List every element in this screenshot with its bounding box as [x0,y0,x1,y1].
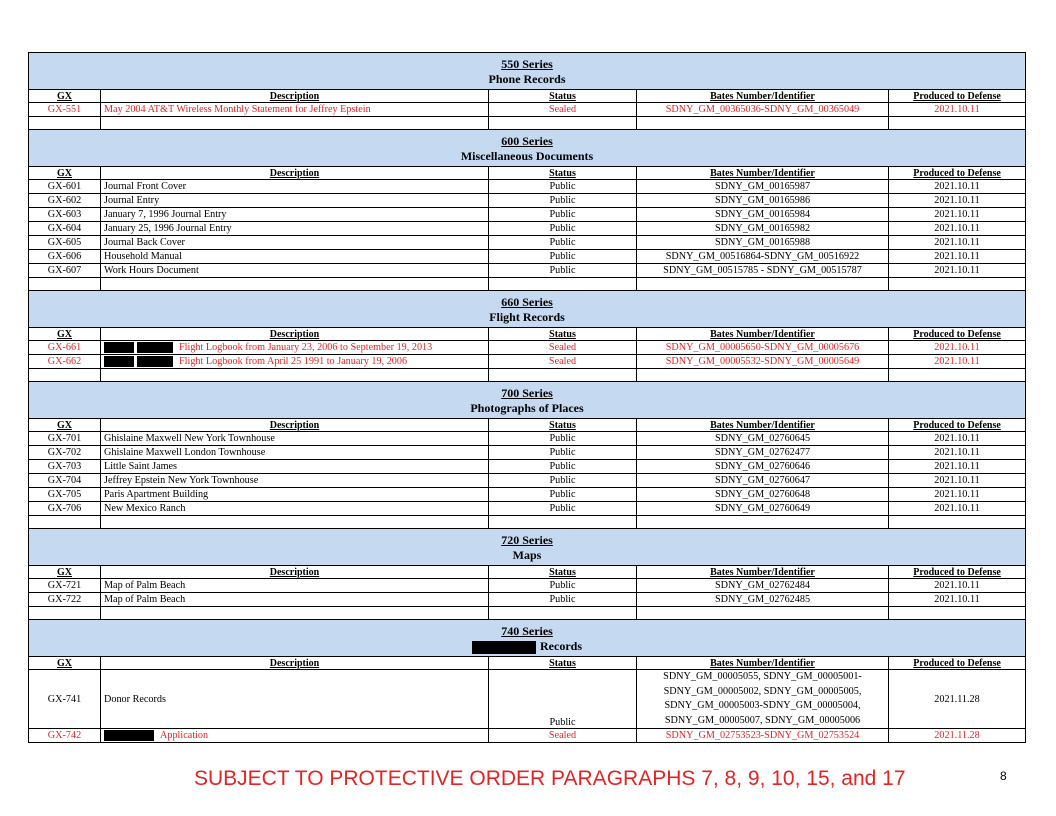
exhibit-status: Public [489,432,637,446]
exhibit-number: GX-741 [29,670,101,729]
exhibit-status: Public [489,222,637,236]
description-text: Jeffrey Epstein New York Townhouse [104,475,259,486]
bates-number: SDNY_GM_00165982 [637,222,889,236]
status-header: Status [489,328,637,341]
description-header: Description [101,419,489,432]
exhibit-row [29,250,1026,264]
empty-cell [489,278,637,291]
gx-header: GX [29,419,101,432]
empty-cell [29,117,101,130]
exhibit-number: GX-742 [29,729,101,743]
exhibit-row [29,446,1026,460]
empty-cell [29,278,101,291]
series-name [29,639,1025,654]
exhibit-number: GX-706 [29,502,101,516]
column-header-row [29,657,1026,670]
series-header [29,53,1026,90]
bates-number: SDNY_GM_00165988 [637,236,889,250]
exhibit-description [101,729,489,743]
description-text: May 2004 AT&T Wireless Monthly Statement for Jeffrey Epstein [104,104,371,115]
bates-number: SDNY_GM_00516864-SDNY_GM_00516922 [637,250,889,264]
series-name [29,401,1025,416]
empty-cell [889,278,1026,291]
bates-number: SDNY_GM_02762485 [637,593,889,607]
produced-date: 2021.10.11 [889,502,1026,516]
description-header: Description [101,566,489,579]
empty-cell [889,516,1026,529]
bates-header: Bates Number/Identifier [637,328,889,341]
series-title-cell [29,291,1026,328]
exhibit-row [29,208,1026,222]
exhibit-description [101,103,489,117]
bates-header: Bates Number/Identifier [637,566,889,579]
empty-cell [637,607,889,620]
series-name-text: Maps [512,548,542,562]
description-text: Flight Logbook from January 23, 2006 to September 19, 2013 [179,341,433,353]
produced-date: 2021.10.11 [889,355,1026,369]
bates-line: SDNY_GM_00005003-SDNY_GM_00005004, [664,700,861,711]
series-title-cell [29,620,1026,657]
exhibit-number: GX-604 [29,222,101,236]
exhibit-status: Public [489,488,637,502]
description-text: Little Saint James [104,461,177,472]
page-number: 8 [1000,769,1007,783]
exhibit-number: GX-703 [29,460,101,474]
produced-date: 2021.10.11 [889,180,1026,194]
column-header-row [29,566,1026,579]
exhibit-status: Public [489,502,637,516]
exhibit-description [101,250,489,264]
exhibit-description [101,222,489,236]
bates-header: Bates Number/Identifier [637,90,889,103]
bates-number: SDNY_GM_02760649 [637,502,889,516]
series-header [29,291,1026,328]
exhibit-description [101,355,489,369]
status-header: Status [489,167,637,180]
empty-cell [101,516,489,529]
exhibit-number: GX-701 [29,432,101,446]
bates-header: Bates Number/Identifier [637,657,889,670]
exhibit-number: GX-551 [29,103,101,117]
status-header: Status [489,419,637,432]
spacer-row [29,117,1026,130]
exhibit-row [29,488,1026,502]
exhibit-status: Public [489,180,637,194]
exhibit-number: GX-662 [29,355,101,369]
exhibit-row [29,355,1026,369]
exhibit-description [101,579,489,593]
series-number: 700 Series [501,386,553,400]
bates-number: SDNY_GM_02760646 [637,460,889,474]
exhibit-number: GX-601 [29,180,101,194]
exhibit-status: Sealed [489,103,637,117]
exhibit-description [101,474,489,488]
produced-header: Produced to Defense [889,566,1026,579]
series-header [29,130,1026,167]
exhibit-list [28,52,1025,743]
produced-date: 2021.11.28 [889,729,1026,743]
produced-date: 2021.10.11 [889,208,1026,222]
exhibit-description [101,208,489,222]
exhibit-status: Public [489,474,637,488]
produced-date: 2021.10.11 [889,593,1026,607]
bates-number: SDNY_GM_02760645 [637,432,889,446]
bates-number: SDNY_GM_00165986 [637,194,889,208]
series-header [29,529,1026,566]
exhibit-status: Sealed [489,355,637,369]
exhibit-number: GX-722 [29,593,101,607]
exhibit-status: Public [489,236,637,250]
bates-header: Bates Number/Identifier [637,167,889,180]
bates-header: Bates Number/Identifier [637,419,889,432]
series-name-text: Photographs of Places [470,401,584,415]
series-name-text: Miscellaneous Documents [460,149,594,163]
series-title-cell [29,529,1026,566]
produced-date: 2021.10.11 [889,103,1026,117]
redaction-block [104,342,134,353]
description-text: January 7, 1996 Journal Entry [104,209,227,220]
produced-header: Produced to Defense [889,167,1026,180]
exhibit-description [101,670,489,729]
description-text: Household Manual [104,251,182,262]
description-header: Description [101,167,489,180]
status-header: Status [489,90,637,103]
exhibit-row [29,579,1026,593]
description-text: Application [160,729,209,741]
produced-date: 2021.10.11 [889,341,1026,355]
gx-header: GX [29,90,101,103]
bates-number: SDNY_GM_02762484 [637,579,889,593]
series-title-cell [29,130,1026,167]
spacer-row [29,516,1026,529]
bates-number: SDNY_GM_00005650-SDNY_GM_00005676 [637,341,889,355]
description-text: Ghislaine Maxwell New York Townhouse [104,433,275,444]
series-name [29,149,1025,164]
empty-cell [637,516,889,529]
exhibit-number: GX-721 [29,579,101,593]
empty-cell [489,369,637,382]
series-name-text: Phone Records [488,72,566,86]
description-header: Description [101,328,489,341]
exhibit-status: Sealed [489,729,637,743]
bates-number: SDNY_GM_02762477 [637,446,889,460]
exhibit-status: Public [489,194,637,208]
redaction-block [104,356,134,367]
empty-cell [29,516,101,529]
description-text: Flight Logbook from April 25 1991 to January 19, 2006 [179,355,408,367]
bates-number: SDNY_GM_00005532-SDNY_GM_00005649 [637,355,889,369]
produced-header: Produced to Defense [889,419,1026,432]
series-name [29,548,1025,563]
bates-number [637,670,889,729]
exhibit-number: GX-661 [29,341,101,355]
exhibit-row [29,341,1026,355]
exhibit-row [29,432,1026,446]
exhibit-number: GX-705 [29,488,101,502]
description-text: Map of Palm Beach [104,594,186,605]
bates-number: SDNY_GM_00365036-SDNY_GM_00365049 [637,103,889,117]
column-header-row [29,90,1026,103]
exhibit-row [29,729,1026,743]
empty-cell [489,607,637,620]
description-header: Description [101,657,489,670]
exhibit-status: Public [489,264,637,278]
exhibit-status: Public [489,208,637,222]
bates-number: SDNY_GM_02760647 [637,474,889,488]
exhibit-description [101,488,489,502]
exhibit-description [101,502,489,516]
produced-date: 2021.10.11 [889,460,1026,474]
produced-date: 2021.11.28 [889,670,1026,729]
exhibit-description [101,264,489,278]
column-header-row [29,167,1026,180]
description-text: Paris Apartment Building [104,489,209,500]
description-text: Work Hours Document [104,265,199,276]
empty-cell [637,117,889,130]
empty-cell [489,516,637,529]
series-header [29,382,1026,419]
gx-header: GX [29,657,101,670]
bates-number: SDNY_GM_02760648 [637,488,889,502]
bates-number: SDNY_GM_02753523-SDNY_GM_02753524 [637,729,889,743]
bates-line: SDNY_GM_00005002, SDNY_GM_00005005, [663,685,862,697]
redaction-block [137,342,173,353]
spacer-row [29,278,1026,291]
description-text: Ghislaine Maxwell London Townhouse [104,447,266,458]
description-text: Donor Records [104,693,166,705]
series-number: 720 Series [501,533,553,547]
produced-date: 2021.10.11 [889,264,1026,278]
description-text: Journal Back Cover [104,237,185,248]
column-header-row [29,328,1026,341]
bates-number: SDNY_GM_00165984 [637,208,889,222]
exhibit-description [101,432,489,446]
exhibit-row [29,180,1026,194]
series-name-text: Records [540,639,583,653]
description-text: January 25, 1996 Journal Entry [104,223,232,234]
exhibit-status: Sealed [489,341,637,355]
produced-header: Produced to Defense [889,657,1026,670]
spacer-row [29,369,1026,382]
exhibit-number: GX-607 [29,264,101,278]
redaction-block [137,356,173,367]
spacer-row [29,607,1026,620]
bates-line: SDNY_GM_00005007, SDNY_GM_00005006 [664,714,861,726]
exhibit-table [28,52,1026,743]
exhibit-row [29,474,1026,488]
series-name [29,72,1025,87]
gx-header: GX [29,328,101,341]
status-header: Status [489,657,637,670]
series-title-cell [29,382,1026,419]
status-header: Status [489,566,637,579]
exhibit-description [101,446,489,460]
produced-header: Produced to Defense [889,328,1026,341]
produced-date: 2021.10.11 [889,488,1026,502]
redaction-block [472,641,536,654]
produced-date: 2021.10.11 [889,474,1026,488]
exhibit-row [29,236,1026,250]
exhibit-status: Public [489,460,637,474]
series-number: 600 Series [501,134,553,148]
bates-number: SDNY_GM_00515785 - SDNY_GM_00515787 [637,264,889,278]
exhibit-status: Public [489,250,637,264]
empty-cell [637,278,889,291]
description-text: Map of Palm Beach [104,580,186,591]
protective-order-notice: SUBJECT TO PROTECTIVE ORDER PARAGRAPHS 7, 8, 9, 10, 15, and 17 [194,767,906,790]
exhibit-row [29,460,1026,474]
produced-date: 2021.10.11 [889,446,1026,460]
exhibit-description [101,341,489,355]
bates-line: SDNY_GM_00005055, SDNY_GM_00005001- [663,671,862,682]
column-header-row [29,419,1026,432]
gx-header: GX [29,167,101,180]
exhibit-description [101,460,489,474]
exhibit-row [29,670,1026,729]
exhibit-row [29,264,1026,278]
exhibit-row [29,502,1026,516]
series-number: 660 Series [501,295,553,309]
exhibit-status: Public [489,593,637,607]
empty-cell [101,369,489,382]
exhibit-row [29,194,1026,208]
exhibit-status: Public [489,446,637,460]
description-text: Journal Front Cover [104,181,187,192]
empty-cell [101,117,489,130]
series-name-text: Flight Records [489,310,565,324]
exhibit-status: Public [489,670,637,729]
empty-cell [889,369,1026,382]
empty-cell [889,607,1026,620]
description-text: Journal Entry [104,195,160,206]
exhibit-number: GX-603 [29,208,101,222]
empty-cell [101,607,489,620]
series-number: 550 Series [501,57,553,71]
produced-date: 2021.10.11 [889,236,1026,250]
exhibit-description [101,180,489,194]
series-header [29,620,1026,657]
exhibit-status: Public [489,579,637,593]
produced-date: 2021.10.11 [889,194,1026,208]
bates-number: SDNY_GM_00165987 [637,180,889,194]
exhibit-row [29,593,1026,607]
series-name [29,310,1025,325]
exhibit-description [101,194,489,208]
produced-date: 2021.10.11 [889,579,1026,593]
description-text: New Mexico Ranch [104,503,186,514]
produced-date: 2021.10.11 [889,432,1026,446]
empty-cell [29,369,101,382]
empty-cell [637,369,889,382]
exhibit-number: GX-605 [29,236,101,250]
empty-cell [101,278,489,291]
series-title-cell [29,53,1026,90]
description-header: Description [101,90,489,103]
exhibit-number: GX-602 [29,194,101,208]
exhibit-row [29,103,1026,117]
produced-date: 2021.10.11 [889,222,1026,236]
redaction-block [104,730,154,741]
exhibit-row [29,222,1026,236]
exhibit-number: GX-702 [29,446,101,460]
exhibit-description [101,236,489,250]
exhibit-number: GX-606 [29,250,101,264]
produced-date: 2021.10.11 [889,250,1026,264]
series-number: 740 Series [501,624,553,638]
exhibit-number: GX-704 [29,474,101,488]
empty-cell [489,117,637,130]
produced-header: Produced to Defense [889,90,1026,103]
empty-cell [29,607,101,620]
exhibit-description [101,593,489,607]
empty-cell [889,117,1026,130]
gx-header: GX [29,566,101,579]
